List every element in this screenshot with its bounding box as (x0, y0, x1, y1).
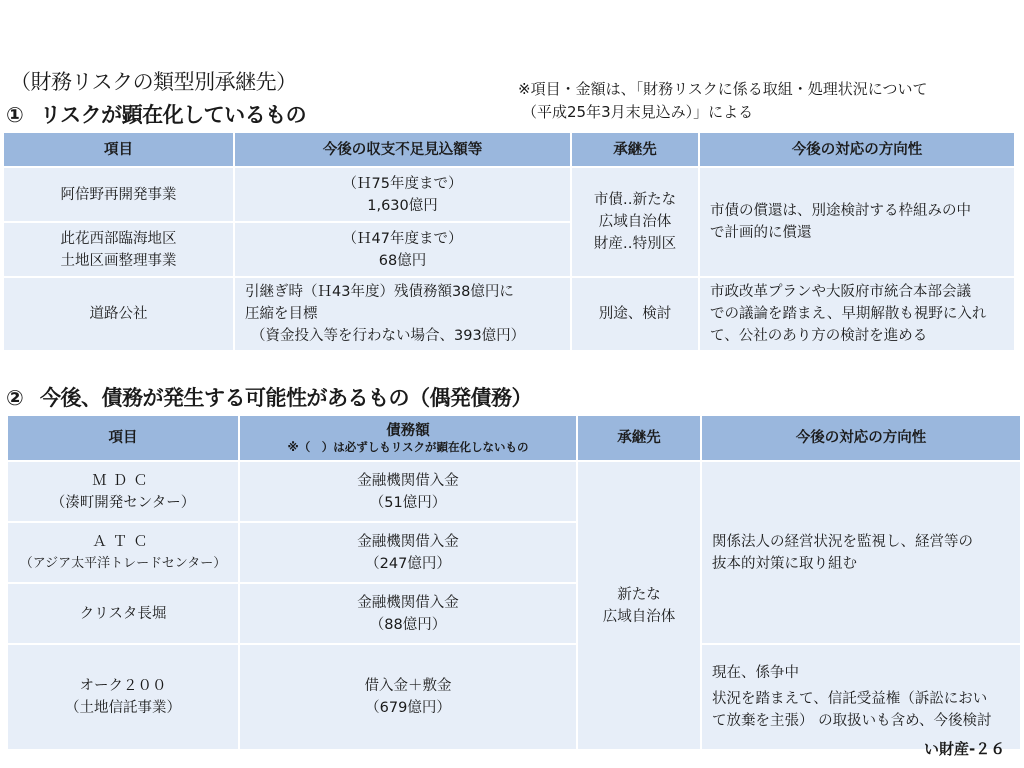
amount-line: 引継ぎ時（Ｈ43年度）残債務額38億円に (245, 284, 514, 300)
amount-line: 1,630億円 (367, 197, 438, 214)
direction-line: 状況を踏まえて、信託受益権（訴訟におい (712, 691, 988, 707)
amount-line: （Ｈ47年度まで） (342, 230, 463, 247)
direction-cell (699, 277, 1015, 351)
direction-cell (699, 167, 1015, 277)
section-number: ① (6, 103, 24, 127)
successor-cell: 別途、検討 (571, 277, 699, 351)
amount-header-note: ※（ ）は必ずしもリスクが顕在化しないもの (287, 439, 529, 454)
item-line: ＡＴＣ (92, 533, 154, 550)
contingent-debt-table (6, 414, 1022, 751)
source-note-line: ※項目・金額は、「財務リスクに係る取組・処理状況について (518, 80, 928, 98)
item-line: ＭＤＣ (92, 472, 154, 489)
item-line: （アジア太平洋トレードセンター） (19, 555, 227, 571)
direction-line: で計画的に償還 (710, 225, 812, 241)
item-line: オーク２００ (79, 678, 167, 694)
column-header-item: 項目 (3, 132, 234, 167)
realized-risk-table (2, 131, 1016, 352)
amount-cell (239, 522, 577, 583)
direction-line: 抜本的対策に取り組む (712, 555, 857, 572)
direction-line: て、公社のあり方の検討を進める (710, 328, 928, 344)
section-title: 今後、債務が発生する可能性があるもの（偶発債務） (40, 386, 532, 410)
successor-line: 新たな (617, 586, 661, 603)
table-row (7, 644, 1021, 750)
amount-line: （679億円） (365, 700, 451, 716)
section-title: リスクが顕在化しているもの (40, 103, 307, 127)
column-header-successor: 承継先 (577, 415, 701, 461)
direction-cell (701, 644, 1021, 750)
source-note-line: （平成25年3月末見込み）」による (522, 103, 754, 121)
item-cell (3, 222, 234, 277)
direction-line: 市債の償還は、別途検討する枠組みの中 (710, 203, 971, 219)
item-cell: 道路公社 (3, 277, 234, 351)
amount-header-label: 債務額 (386, 422, 430, 439)
amount-line: （88億円） (369, 616, 447, 633)
direction-line: て放棄を主張） の取扱いも含め、今後検討 (712, 713, 992, 729)
amount-line: 金融機関借入金 (357, 594, 459, 611)
table-row (3, 167, 1015, 222)
amount-cell (239, 583, 577, 644)
amount-cell (234, 277, 571, 351)
section-number: ② (6, 386, 24, 410)
item-cell (7, 461, 239, 522)
amount-line: 金融機関借入金 (357, 533, 459, 550)
amount-line: 金融機関借入金 (357, 472, 459, 489)
column-header-direction: 今後の対応の方向性 (701, 415, 1021, 461)
table-header-row (7, 415, 1021, 461)
amount-line: 68億円 (378, 252, 427, 269)
section-2-heading (6, 383, 532, 413)
direction-line: 関係法人の経営状況を監視し、経営等の (712, 533, 973, 550)
column-header-item: 項目 (7, 415, 239, 461)
amount-line: （資金投入等を行わない場合、393億円） (251, 328, 526, 344)
page-number: い財産-２６ (924, 740, 1006, 758)
amount-line: （Ｈ75年度まで） (342, 175, 463, 192)
successor-line: 広域自治体 (602, 608, 676, 625)
amount-line: （51億円） (369, 494, 447, 511)
successor-cell (577, 461, 701, 750)
amount-cell (239, 644, 577, 750)
column-header-direction: 今後の対応の方向性 (699, 132, 1015, 167)
amount-cell (234, 222, 571, 277)
amount-cell (234, 167, 571, 222)
column-header-successor: 承継先 (571, 132, 699, 167)
direction-cell (701, 461, 1021, 644)
table-row (3, 277, 1015, 351)
source-note (518, 78, 927, 124)
item-line: （湊町開発センター） (50, 494, 196, 511)
table-row (7, 461, 1021, 522)
item-line: （土地信託事業） (65, 700, 181, 716)
column-header-amount (239, 415, 577, 461)
amount-line: 借入金＋敷金 (364, 678, 452, 694)
successor-line: 広域自治体 (598, 214, 672, 230)
amount-line: 圧縮を目標 (245, 306, 318, 322)
item-cell (7, 644, 239, 750)
item-cell: 阿倍野再開発事業 (3, 167, 234, 222)
amount-cell (239, 461, 577, 522)
section-1-heading (6, 100, 306, 130)
direction-line: 市政改革プランや大阪府市統合本部会議 (710, 284, 971, 300)
direction-line: 現在、係争中 (712, 665, 799, 681)
page-title: （財務リスクの類型別承継先） (10, 70, 297, 94)
successor-cell (571, 167, 699, 277)
item-line: 此花西部臨海地区 (60, 230, 177, 247)
item-cell (7, 522, 239, 583)
successor-line: 市債‥新たな (593, 192, 677, 208)
table-header-row (3, 132, 1015, 167)
amount-line: （247億円） (365, 555, 451, 572)
successor-line: 財産‥特別区 (593, 236, 677, 252)
item-line: 土地区画整理事業 (60, 252, 177, 269)
direction-line: での議論を踏まえ、早期解散も視野に入れ (710, 306, 987, 322)
column-header-amount: 今後の収支不足見込額等 (234, 132, 571, 167)
item-cell: クリスタ長堀 (7, 583, 239, 644)
